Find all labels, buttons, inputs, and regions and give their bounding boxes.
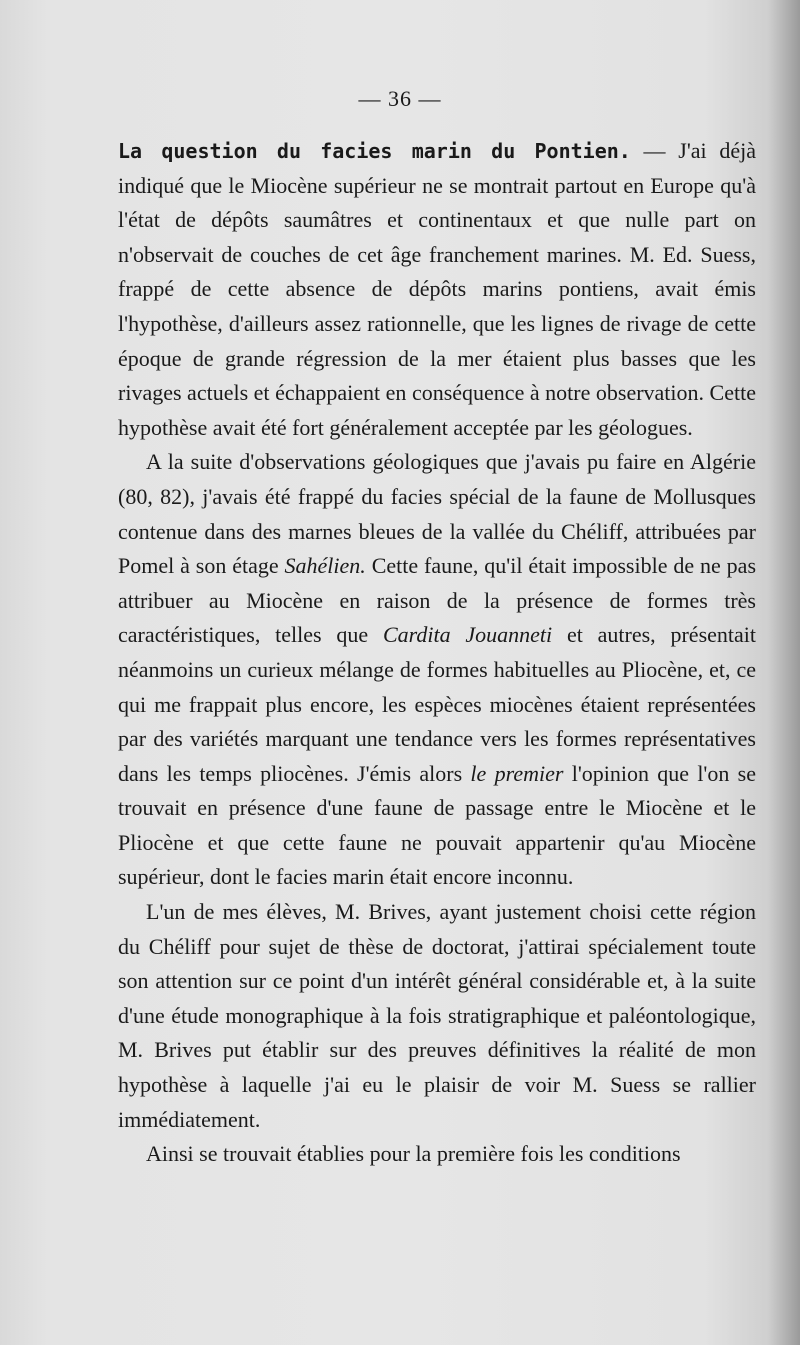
- italic-term: Sahélien.: [284, 553, 366, 579]
- body-text: [118, 134, 756, 1172]
- paragraph-pontien: [118, 134, 756, 445]
- page-number: — 36 —: [358, 86, 442, 111]
- paragraph-brives: L'un de mes élèves, M. Brives, ayant justement choisi cette région du Chéliff pour sujet de thèse de doctorat, j'attirai spécialement toute son attention sur ce point d'un intérêt général considérable et, à la suite d'une étude monographique à la fois stratigraphique et paléontologique, M. Brives put établir sur des preuves définitives la réalité de mon hypothèse à laquelle j'ai eu le plaisir de voir M. Suess se rallier immédiatement.: [118, 899, 756, 1132]
- paragraph-text: A la suite d'observations géologiques que j'avais pu faire en Algérie (80, 82), j'avais été frappé du facies spécial de la faune de Mollusques contenue dans des marnes bleues de la vallée du Chéliff, attribuées par Pomel à son étage: [118, 449, 756, 579]
- paragraph-text: — J'ai déjà indiqué que le Miocène supérieur ne se montrait partout en Europe qu'à l'état de dépôts saumâtres et continentaux et que nulle part on n'observait de couches de cet âge franchement marines. M. Ed. Suess, frappé de cette absence de dépôts marins pontiens, avait émis l'hypothèse, d'ailleurs assez rationnelle, que les lignes de rivage de cette époque de grande régression de la mer étaient plus basses que les rivages actuels et échappaient en conséquence à notre observation. Cette hypothèse avait été fort généralement acceptée par les géologues.: [118, 138, 757, 440]
- paragraph-text: Cette faune, qu'il était impossible de ne pas attribuer au Miocène en raison de la présence de formes très caractéristiques, telles que: [118, 553, 756, 648]
- section-heading: La question du facies marin du Pontien.: [118, 139, 631, 163]
- paragraph-conditions: Ainsi se trouvait établies pour la première fois les conditions: [146, 1141, 681, 1167]
- paragraph-algerie: [118, 445, 756, 895]
- italic-species: Cardita Jouanneti: [382, 622, 553, 648]
- paragraph-text: et autres, présentait néanmoins un curieux mélange de formes habituelles au Pliocène, et, ce qui me frappait plus encore, les espèces miocènes étaient représentées par des variétés marquant une tendance vers les formes représentatives dans les temps pliocènes. J'émis alors: [118, 622, 756, 786]
- paragraph-text: l'opinion que l'on se trouvait en présence d'une faune de passage entre le Miocène et le Pliocène et que cette faune ne pouvait appartenir qu'au Miocène supérieur, dont le facies marin était encore inconnu.: [118, 760, 757, 890]
- italic-emphasis: le premier: [470, 760, 564, 786]
